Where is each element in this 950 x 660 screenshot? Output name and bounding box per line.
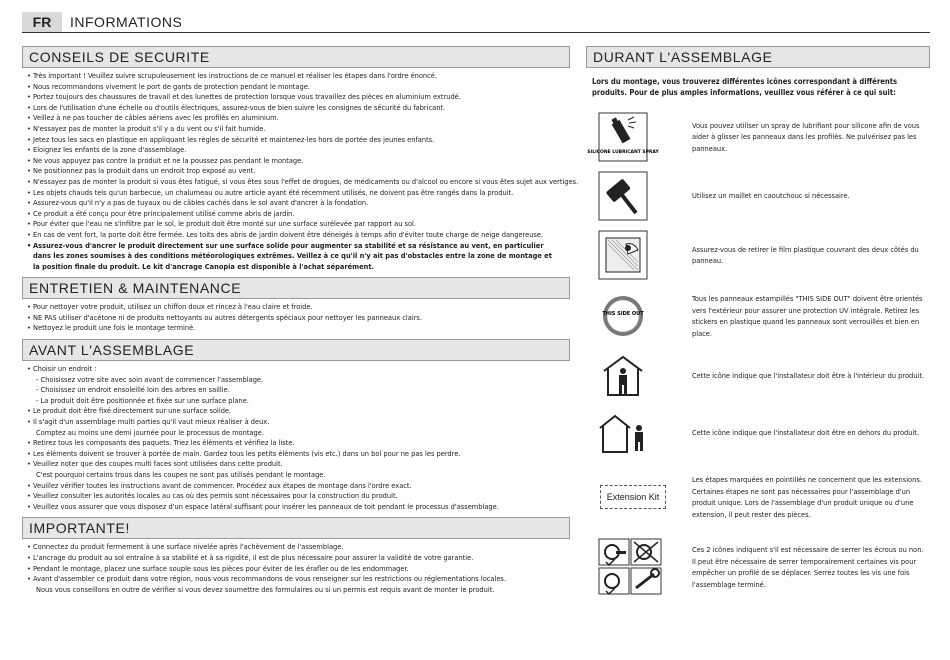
silicone-spray-icon	[587, 112, 659, 162]
list-item: • Lors de l'utilisation d'une échelle ou d'outils électriques, assurez-vous de bien suivre les consignes de sécurité du fabricant.	[28, 103, 570, 114]
list-item: • Retirez tous les composants des paquets. Triez les éléments et vérifiez la liste.	[28, 438, 570, 449]
list-item: • Il s'agit d'un assemblage multi parties qu'il vaut mieux réaliser à deux.	[28, 417, 570, 428]
list-item: • Connectez du produit fermement à une surface nivelée après l'achèvement de l'assemblage.	[28, 542, 570, 553]
mallet-icon	[598, 171, 648, 221]
list-item: • L'ancrage du produit au sol entraîne à sa stabilité et à sa rigidité, il est de plus nécessaire pour assurer la validité de votre garantie.	[28, 553, 570, 564]
this-side-out-icon	[598, 291, 648, 341]
list-item: • Assurez-vous d'ancrer le produit directement sur une surface solide pour augmenter sa stabilité et sa résistance au vent, en particulier dans les zones soumises à des conditions météorologiques extrêmes. Veillez à ce qu'il n'y ait pas d'obstacles entre la zone de montage et la position finale du produit. Le kit d'ancrage Canopia est disponible à l'achat séparément.	[28, 241, 553, 273]
icon-legend-row	[586, 348, 930, 404]
peel-film-icon	[598, 230, 648, 280]
section-title-importante: IMPORTANTE!	[22, 517, 570, 539]
list-item: • Pendant le montage, placez une surface souple sous les pièces pour éviter de les érafler ou de les endommager.	[28, 564, 570, 575]
list-item: • Veillez à ne pas toucher de câbles aériens avec les profilés en aluminium.	[28, 113, 570, 124]
section-list-entretien	[28, 302, 570, 334]
list-item: • En cas de vent fort, la porte doit être fermée. Les toits des abris de jardin doivent être déneigés à temps afin d'éviter toute charge de neige dangereuse.	[28, 230, 570, 241]
list-item: - Choisissez un endroit ensoleillé loin des arbres en saillie.	[36, 385, 230, 395]
list-item: • Très important ! Veuillez suivre scrupuleusement les instructions de ce manuel et réaliser les étapes dans l'ordre énoncé.	[28, 71, 570, 82]
tighten-screws-icon	[598, 542, 668, 592]
icon-description: Vous pouvez utiliser un spray de lubrifiant pour silicone afin de vous aider à glisser les panneaux dans les profilés. Ne pulvérisez pas les panneaux.	[692, 120, 920, 153]
list-item: • Le produit doit être fixé directement sur une surface solide.	[28, 406, 570, 417]
list-item: - La produit doit être positionnée et fixée sur une surface plane.	[36, 395, 249, 405]
list-item: • Nous recommandons vivement le port de gants de protection pendant le montage.	[28, 82, 570, 93]
page-title: INFORMATIONS	[70, 14, 183, 30]
list-item: - Choisissez votre site avec soin avant de commencer l'assemblage.	[36, 374, 264, 384]
section-title-entretien: ENTRETIEN & MAINTENANCE	[22, 277, 570, 299]
list-item: • NE PAS utiliser d'acétone ni de produits nettoyants ou autres détergents spéciaux pour nettoyer les panneaux clairs.	[28, 313, 570, 324]
list-item: • Pour éviter que l'eau ne s'infiltre par le sol, le produit doit être monté sur une surface surélevée par rapport au sol.	[28, 219, 570, 230]
list-item: • Les objets chauds tels qu'un barbecue, un chalumeau ou autre article ayant été récemment utilisés, ne doivent pas être rangés dans la produit.	[28, 188, 570, 199]
list-item: • Portez toujours des chaussures de travail et des lunettes de protection lorsque vous travaillez des pièces en aluminium extrudé.	[28, 92, 570, 103]
icon-legend-row	[586, 532, 930, 602]
section-title-assemblage: DURANT L'ASSEMBLAGE	[586, 46, 930, 68]
icon-legend-row	[586, 284, 930, 348]
icon-description: Ces 2 icônes indiquent s'il est nécessaire de serrer les écrous ou non. Il peut être nécessaire de serrer temporairement certaines vis pour empêcher un profilé de se déplacer. Serrez toutes les vis une fois l'assemblage terminé.	[692, 545, 924, 589]
list-item: • Veuillez vérifier toutes les instructions avant de commencer. Procédez aux étapes de montage dans l'ordre exact.	[28, 481, 570, 492]
list-item: • Veuillez vous assurer que vous disposez d'un espace latéral suffisant pour insérer les panneaux de toit pendant le processus d'assemblage.	[28, 502, 570, 513]
icon-description: Assurez-vous de retirer le film plastique couvrant des deux côtés du panneau.	[692, 244, 919, 265]
list-item: Nous vous conseillons en outre de vérifier si vous devez soumettre des formulaires ou si un permis est requis avant de monter le produit.	[36, 584, 495, 594]
icon-description: Utilisez un maillet en caoutchouc si nécessaire.	[692, 191, 850, 200]
section-title-avant-assemblage: AVANT L'ASSEMBLAGE	[22, 339, 570, 361]
list-item: • Eloignez les enfants de la zone d'assemblage.	[28, 145, 570, 156]
icon-label: THIS SIDE OUT	[602, 311, 644, 317]
right-column	[586, 46, 930, 602]
list-item: • N'essayez pas de monter la produit si vous êtes fatigué, si vous êtes sous l'effet de drogues, de médicaments ou d'alcool ou encore si vous êtes sujet aux vertiges.	[28, 177, 570, 188]
section-list-importante	[28, 542, 570, 595]
left-column	[22, 46, 579, 600]
extension-kit-label: Extension Kit	[600, 485, 667, 509]
icon-description: Cette icône indique que l'installateur doit être à l'intérieur du produit.	[692, 371, 925, 380]
extension-kit-icon	[598, 472, 668, 522]
assemblage-intro: Lors du montage, vous trouverez différentes icônes correspondant à différents produits. Pour de plus amples informations, veuillez vous référer à ce qui suit:	[592, 77, 898, 97]
list-item: • Veuillez consulter les autorités locales au cas où des permis sont nécessaires pour la construction du produit.	[28, 491, 570, 502]
list-item: • Ne vous appuyez pas contre la produit et ne la poussez pas pendant le montage.	[28, 156, 570, 167]
icon-legend-row	[586, 404, 930, 462]
page-header	[22, 12, 930, 33]
icon-legend-row	[586, 226, 930, 284]
list-item: • Les éléments doivent se trouver à portée de main. Gardez tous les petits éléments (vis etc.) dans un bol pour ne pas les perdre.	[28, 449, 570, 460]
list-item: C'est pourquoi certains trous dans les coupes ne sont pas utilisés pendant le montage.	[36, 470, 326, 479]
list-item: • Ce produit a été conçu pour être principalement utilisé comme abris de jardin.	[28, 209, 570, 220]
list-item: • Ne positionnez pas la produit dans un endroit trop exposé au vent.	[28, 166, 570, 177]
list-item: • Jetez tous les sacs en plastique en appliquant les règles de sécurité et maintenez-les hors de portée des jeunes enfants.	[28, 135, 570, 146]
list-item: • Assurez-vous qu'il n'y a pas de tuyaux ou de câbles cachés dans le sol avant d'ancrer à la fondation.	[28, 198, 570, 209]
section-list-avant-assemblage	[28, 364, 570, 512]
icon-legend-row	[586, 108, 930, 166]
outside-installer-icon	[598, 408, 648, 458]
list-item: • Avant d'assembler ce produit dans votre région, nous vous recommandons de vous renseigner sur les restrictions ou réglementations locales.	[28, 574, 570, 585]
list-item: • Nettoyez le produit une fois le montage terminé.	[28, 323, 570, 334]
section-list-securite	[28, 71, 579, 272]
list-item: • Veuillez noter que des coupes multi faces sont utilisées dans cette produit.	[28, 459, 570, 470]
icon-description: Tous les panneaux estampillés "THIS SIDE OUT" doivent être orientés vers l'extérieur pour assurer une protection UV intégrale. Retirez les stickers en plastique quand les panneaux sont verrouillés et bien en place.	[692, 294, 923, 338]
icon-description: Cette icône indique que l'installateur doit être en dehors du produit.	[692, 428, 920, 437]
icon-legend	[586, 108, 930, 602]
icon-label: SILICONE LUBRICANT SPRAY	[587, 150, 659, 155]
language-badge: FR	[22, 12, 62, 32]
list-item: Comptez au moins une demi journée pour le processus de montage.	[36, 427, 264, 437]
section-title-securite: CONSEILS DE SECURITE	[22, 46, 570, 68]
list-item: • N'essayez pas de monter la produit s'il y a du vent ou s'il fait humide.	[28, 124, 570, 135]
list-item: • Choisir un endroit :	[28, 364, 570, 375]
list-item: • Pour nettoyer votre produit, utilisez un chiffon doux et rincez à l'eau claire et froide.	[28, 302, 570, 313]
inside-installer-icon	[598, 351, 648, 401]
icon-legend-row	[586, 462, 930, 532]
icon-legend-row	[586, 166, 930, 226]
icon-description: Les étapes marquées en pointillés ne concernent que les extensions. Certaines étapes ne sont pas nécessaires pour l'assemblage d'un produit unique. Lors de l'assemblage d'un produit unique ou d'une extension, il peut rester des pièces.	[692, 475, 922, 519]
